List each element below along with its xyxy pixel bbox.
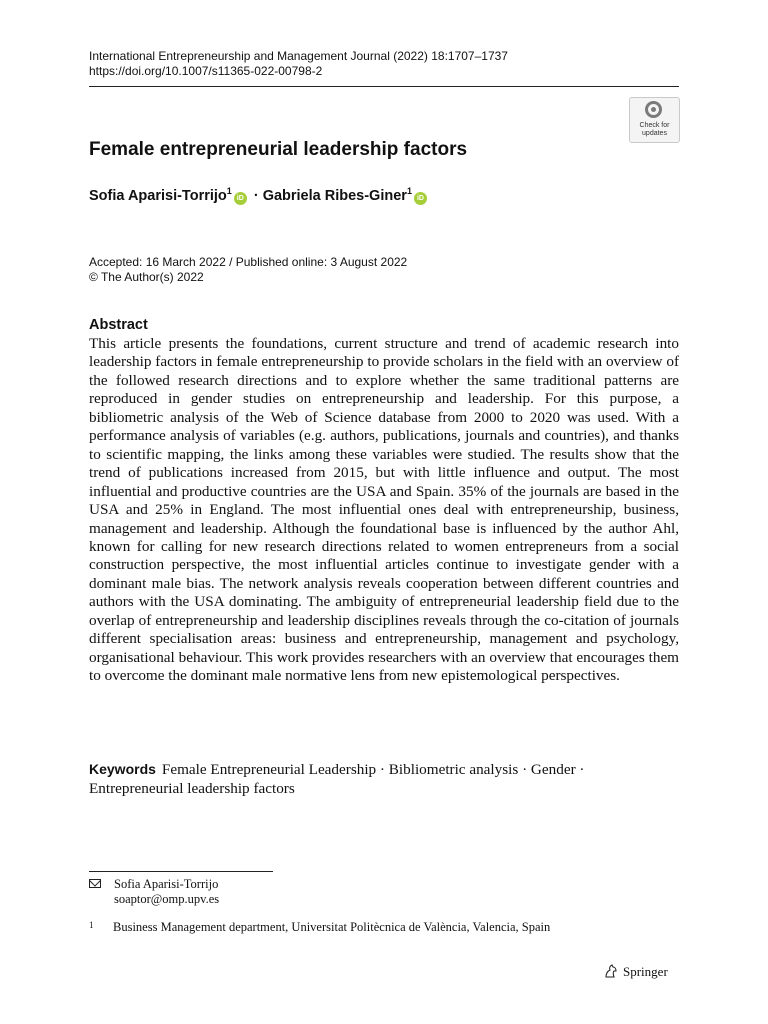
affiliation-mark: 1 (406, 186, 412, 196)
author-name[interactable]: Gabriela Ribes-Giner (262, 188, 407, 204)
author-name[interactable]: Sofia Aparisi-Torrijo (89, 188, 227, 204)
journal-citation: International Entrepreneurship and Management Journal (2022) 18:1707–1737 (89, 49, 508, 63)
author-list (89, 186, 430, 205)
publisher-name: Springer (623, 964, 668, 979)
keywords-section (89, 760, 679, 798)
footnote-rule (89, 871, 273, 872)
affiliation-number: 1 (89, 920, 94, 930)
affiliation-text: Business Management department, Universitat Politècnica de València, Valencia, Spain (113, 920, 551, 934)
abstract-body: This article presents the foundations, current structure and trend of academic research into leadership factors in female entrepreneurship to provide scholars in the field with an overview of the followed research directions and to explore whether the same traditional patterns are reproduced in gender studies on entrepreneurship and leadership. For this purpose, a bibliometric analysis of the Web of Science database from 2000 to 2020 was used. With a performance analysis of variables (e.g. authors, publications, journals and countries), and thanks to scientific mapping, the links among these variables were studied. The results show that the trend of publications increased from 2015, but with little influence and output. The most influential and productive countries are the USA and Spain. 35% of the journals are based in the USA and 25% in England. The most influential ones deal with entrepreneurship, business, management and leadership. Although the foundational base is influenced by the author Ahl, known for calling for new research directions related to women entrepreneurs from a social construction perspective, the most influential articles continue to investigate gender with a dominant male bias. The network analysis reveals cooperation between different countries and authors with the USA dominating. The ambiguity of entrepreneurial leadership field due to the overlap of entrepreneurship and leadership disciplines reveals through the co-citation of journals different specialisation areas: business and entrepreneurship, management and psychology, organisational behaviour. This work provides researchers with an overview that encourages them to overcome the dominant male normative lens from new epistemological perspectives. (89, 335, 679, 685)
abstract-heading: Abstract (89, 317, 148, 333)
check-for-updates-badge[interactable]: Check for updates (629, 97, 680, 143)
affiliation-mark: 1 (226, 186, 232, 196)
publisher-logo (604, 962, 668, 980)
dates-line: Accepted: 16 March 2022 / Published online: 3 August 2022 (89, 255, 408, 269)
envelope-icon (89, 879, 101, 888)
copyright-line: © The Author(s) 2022 (89, 270, 204, 284)
corresponding-name: Sofia Aparisi-Torrijo (114, 877, 219, 891)
journal-header (89, 49, 508, 79)
article-title: Female entrepreneurial leadership factors (89, 139, 468, 160)
doi-link[interactable]: https://doi.org/10.1007/s11365-022-00798-2 (89, 64, 323, 78)
author-separator: · (253, 188, 259, 204)
update-icon (645, 101, 662, 118)
corresponding-email[interactable]: soaptor@omp.upv.es (114, 892, 220, 906)
springer-horse-icon (604, 964, 618, 978)
orcid-icon[interactable]: iD (414, 192, 427, 205)
keywords-heading: Keywords (89, 761, 156, 777)
publication-dates (89, 255, 407, 285)
header-rule (89, 86, 679, 87)
orcid-icon[interactable]: iD (234, 192, 247, 205)
keywords-list: Female Entrepreneurial Leadership · Bibliometric analysis · Gender · Entrepreneurial leadership factors (89, 761, 585, 797)
